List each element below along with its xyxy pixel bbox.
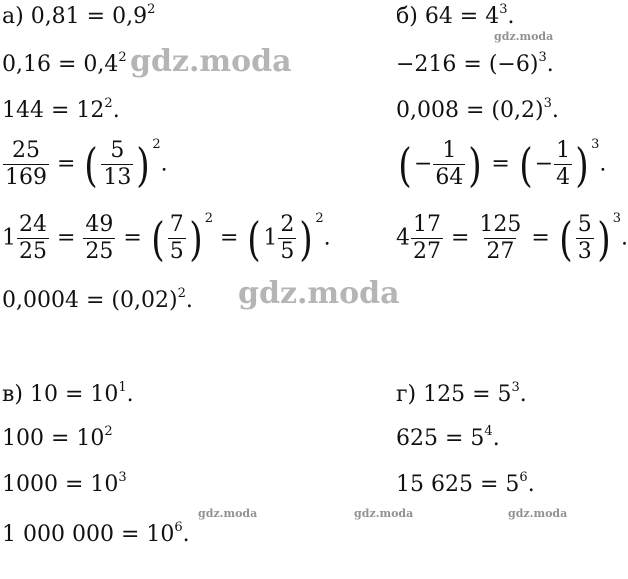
v-line-1-exp: 1: [118, 380, 127, 395]
b-line-1-exp: 3: [499, 2, 508, 17]
equals: =: [50, 225, 83, 251]
fraction: [477, 214, 523, 263]
watermark-small: gdz.moda: [354, 507, 414, 520]
b-line-3-dot: .: [551, 98, 559, 123]
line-g-2: [396, 424, 500, 451]
line-b-3: [396, 96, 559, 123]
paren-right: ): [597, 211, 611, 266]
line-v-3: [2, 470, 127, 497]
line-a-4: [2, 137, 168, 192]
denominator: 25: [85, 239, 114, 264]
paren-right: ): [575, 137, 589, 192]
fraction: [576, 214, 594, 263]
watermark-large: gdz.moda: [130, 44, 292, 79]
fraction: [168, 214, 186, 263]
dot: .: [621, 225, 628, 251]
equals: =: [444, 225, 477, 251]
exponent: 2: [315, 211, 324, 226]
line-b-4: [396, 137, 607, 192]
equals: =: [50, 151, 83, 177]
numerator: 25: [12, 138, 40, 163]
fraction: [554, 140, 572, 189]
paren-right: ): [136, 137, 151, 192]
dot: .: [323, 225, 331, 251]
paren-left: (: [559, 211, 573, 266]
b-line-2-dot: .: [546, 52, 554, 77]
a-line-6-exp: 2: [177, 286, 186, 301]
equals: =: [213, 225, 246, 251]
v-line-4-dot: .: [182, 522, 190, 547]
g-line-2-exp: 4: [484, 424, 493, 439]
a-line-3-text: 144 = 12: [2, 98, 105, 123]
v-line-3-exp: 3: [118, 470, 127, 485]
exponent: 3: [612, 211, 622, 226]
a-line-3-exp: 2: [104, 96, 113, 111]
line-v-2: [2, 424, 113, 451]
denominator: 169: [5, 165, 47, 190]
minus: −: [413, 151, 433, 177]
paren-right: ): [189, 211, 203, 266]
dot: .: [160, 151, 168, 177]
numerator: 1: [556, 138, 571, 163]
watermark-small: gdz.moda: [198, 507, 258, 520]
line-v-1: [2, 380, 134, 407]
g-line-3-text: 15 625 = 5: [396, 472, 520, 497]
fraction: [17, 214, 49, 263]
fraction: [433, 140, 465, 189]
line-a-6: [2, 286, 193, 313]
denominator: 25: [19, 239, 47, 264]
line-a-1: [2, 2, 156, 29]
fraction: [3, 140, 49, 189]
fraction: [101, 140, 133, 189]
numerator: 2: [280, 212, 295, 237]
paren-right: ): [468, 137, 483, 192]
denominator: 13: [103, 165, 132, 190]
exponent: 2: [152, 137, 161, 152]
g-line-1-exp: 3: [511, 380, 520, 395]
exponent: 2: [204, 211, 214, 226]
whole-part: 1: [263, 225, 278, 251]
denominator: 3: [577, 239, 592, 264]
v-line-2-text: 100 = 10: [2, 426, 105, 451]
a-line-1-text: а) 0,81 = 0,9: [2, 4, 148, 29]
a-line-2-text: 0,16 = 0,4: [2, 52, 119, 77]
line-g-1: [396, 380, 527, 407]
paren-left: (: [84, 137, 99, 192]
denominator: 4: [556, 165, 571, 190]
fraction: [83, 214, 115, 263]
denominator: 5: [280, 239, 295, 264]
b-line-2-text: −216 = (−6): [396, 52, 539, 77]
numerator: 125: [479, 212, 522, 237]
line-a-2: [2, 50, 127, 77]
watermark-small: gdz.moda: [508, 507, 568, 520]
a-line-2-exp: 2: [118, 50, 127, 65]
v-line-4-exp: 6: [174, 520, 183, 535]
v-line-2-exp: 2: [104, 424, 113, 439]
g-line-2-dot: .: [492, 426, 500, 451]
line-b-5: [396, 211, 628, 266]
v-line-1-dot: .: [126, 382, 134, 407]
equals: =: [116, 225, 149, 251]
paren-left: (: [519, 137, 533, 192]
v-line-3-text: 1000 = 10: [2, 472, 119, 497]
watermark-small: gdz.moda: [494, 30, 554, 43]
a-line-1-exp: 2: [147, 2, 156, 17]
paren-right: ): [299, 211, 314, 266]
paren-left: (: [247, 211, 262, 266]
denominator: 64: [435, 165, 464, 190]
fraction: [411, 214, 443, 263]
a-line-6-dot: .: [185, 288, 193, 313]
v-line-4-text: 1 000 000 = 10: [2, 522, 175, 547]
paren-left: (: [398, 137, 412, 192]
line-v-4: [2, 520, 190, 547]
denominator: 5: [169, 239, 184, 264]
g-line-1-dot: .: [519, 382, 527, 407]
g-line-1-text: г) 125 = 5: [396, 382, 512, 407]
b-line-1-dot: .: [507, 4, 515, 29]
b-line-1-text: б) 64 = 4: [396, 4, 500, 29]
dot: .: [599, 151, 607, 177]
numerator: 5: [110, 138, 125, 163]
g-line-2-text: 625 = 5: [396, 426, 485, 451]
equals: =: [484, 151, 517, 177]
denominator: 27: [486, 239, 515, 264]
minus: −: [534, 151, 554, 177]
numerator: 49: [85, 212, 114, 237]
numerator: 7: [169, 212, 184, 237]
whole-part: 4: [396, 225, 410, 251]
numerator: 5: [577, 212, 592, 237]
line-a-3: [2, 96, 120, 123]
b-line-3-exp: 3: [543, 96, 552, 111]
numerator: 1: [442, 138, 457, 163]
paren-left: (: [151, 211, 165, 266]
exponent: 3: [591, 137, 600, 152]
line-b-2: [396, 50, 554, 77]
b-line-2-exp: 3: [538, 50, 547, 65]
g-line-3-exp: 6: [519, 470, 528, 485]
line-b-1: [396, 2, 515, 29]
g-line-3-dot: .: [527, 472, 535, 497]
v-line-1-text: в) 10 = 10: [2, 382, 119, 407]
fraction: [278, 214, 296, 263]
b-line-3-text: 0,008 = (0,2): [396, 98, 544, 123]
a-line-3-dot: .: [112, 98, 120, 123]
a-line-6-text: 0,0004 = (0,02): [2, 288, 178, 313]
whole-part: 1: [2, 225, 16, 251]
denominator: 27: [413, 239, 441, 264]
line-a-5: [2, 211, 331, 266]
equals: =: [524, 225, 557, 251]
line-g-3: [396, 470, 535, 497]
numerator: 17: [413, 212, 441, 237]
watermark-large: gdz.moda: [238, 276, 400, 311]
numerator: 24: [19, 212, 47, 237]
